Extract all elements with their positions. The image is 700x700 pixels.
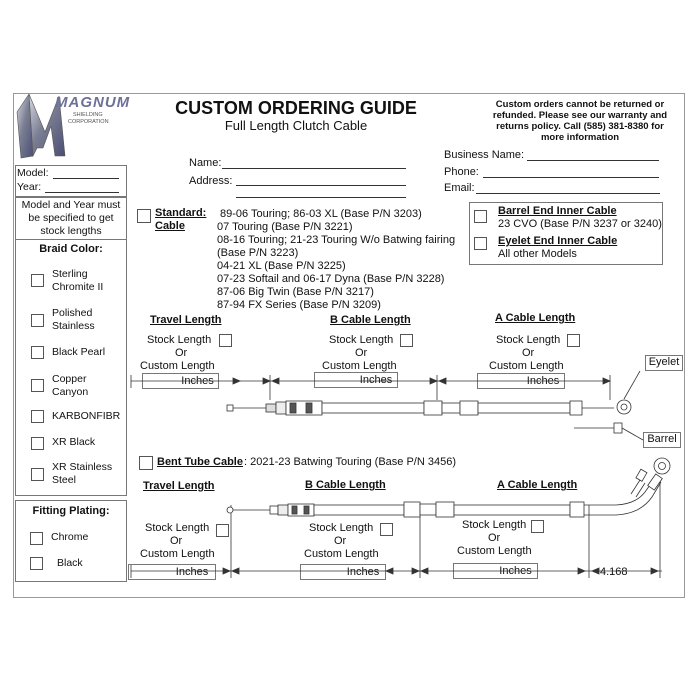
page-subtitle: Full Length Clutch Cable bbox=[224, 118, 368, 133]
bent-tube-models: : 2021-23 Batwing Touring (Base P/N 3456) bbox=[244, 456, 456, 468]
inches-label: Inches bbox=[346, 566, 380, 578]
plating-checkbox[interactable] bbox=[30, 557, 43, 570]
return-policy-notice: Custom orders cannot be returned or refunded. Please see our warranty and returns policy. Call (585) 381-8380 for more information bbox=[492, 99, 668, 143]
a-cable-length-heading: A Cable Length bbox=[495, 312, 576, 324]
email-label: Email: bbox=[444, 182, 475, 194]
stock-length-checkbox[interactable] bbox=[400, 334, 413, 347]
stock-length-checkbox[interactable] bbox=[219, 334, 232, 347]
custom-length-label: Custom Length bbox=[304, 548, 379, 560]
custom-length-label: Custom Length bbox=[322, 360, 397, 372]
standard-label-cable: Cable bbox=[155, 220, 185, 232]
name-field[interactable] bbox=[222, 168, 406, 169]
stock-length-label: Stock Length bbox=[462, 519, 527, 531]
logo-sub1: SHIELDING bbox=[73, 112, 103, 118]
model-year-note: Model and Year must be specified to get stock lengths bbox=[15, 197, 127, 240]
bent-tube-label: Bent Tube Cable bbox=[157, 456, 243, 468]
travel-length-heading: Travel Length bbox=[150, 314, 222, 326]
standard-model-line: 07 Touring (Base P/N 3221) bbox=[217, 221, 353, 233]
logo-sub2: CORPORATION bbox=[68, 119, 109, 125]
standard-model-line: 04-21 XL (Base P/N 3225) bbox=[217, 260, 346, 272]
plating-checkbox[interactable] bbox=[30, 532, 43, 545]
page-title: CUSTOM ORDERING GUIDE bbox=[175, 98, 417, 118]
braid-checkbox[interactable] bbox=[31, 314, 44, 327]
braid-option-label: XR Stainless Steel bbox=[52, 461, 113, 486]
standard-model-line: 87-06 Big Twin (Base P/N 3217) bbox=[217, 286, 374, 298]
business-name-label: Business Name: bbox=[444, 149, 525, 161]
eyelet-end-checkbox[interactable] bbox=[474, 237, 487, 250]
email-field[interactable] bbox=[476, 193, 660, 194]
braid-option-label: Copper Canyon bbox=[52, 373, 89, 398]
braid-checkbox[interactable] bbox=[31, 410, 44, 423]
standard-label: Standard: bbox=[155, 207, 207, 219]
eyelet-end-models: All other Models bbox=[498, 248, 577, 260]
plating-option-label: Black bbox=[57, 557, 83, 569]
standard-cable-checkbox[interactable] bbox=[137, 209, 151, 223]
standard-model-line: 89-06 Touring; 86-03 XL (Base P/N 3203) bbox=[220, 208, 422, 220]
standard-model-line: 87-94 FX Series (Base P/N 3209) bbox=[217, 299, 381, 311]
standard-models-list bbox=[217, 208, 477, 312]
braid-checkbox[interactable] bbox=[31, 346, 44, 359]
eyelet-callout: Eyelet bbox=[645, 355, 683, 371]
address-field-line2[interactable] bbox=[236, 197, 406, 198]
braid-checkbox[interactable] bbox=[31, 379, 44, 392]
custom-length-label: Custom Length bbox=[457, 545, 532, 557]
fitting-plating-title: Fitting Plating: bbox=[32, 505, 110, 517]
standard-model-line: 07-23 Softail and 06-17 Dyna (Base P/N 3228) bbox=[217, 273, 445, 285]
braid-checkbox[interactable] bbox=[31, 274, 44, 287]
address-field[interactable] bbox=[236, 185, 406, 186]
b-cable-inches-field[interactable] bbox=[314, 372, 398, 388]
or-label: Or bbox=[488, 532, 501, 544]
braid-checkbox[interactable] bbox=[31, 468, 44, 481]
inches-label: Inches bbox=[181, 375, 214, 387]
model-label: Model: bbox=[17, 167, 49, 179]
stock-length-checkbox[interactable] bbox=[531, 520, 544, 533]
business-name-field[interactable] bbox=[527, 160, 659, 161]
inches-label: Inches bbox=[526, 375, 560, 387]
standard-model-line: (Base P/N 3223) bbox=[217, 247, 299, 259]
stock-length-label: Stock Length bbox=[496, 334, 561, 346]
standard-model-line: 08-16 Touring; 21-23 Touring W/o Batwing fairing bbox=[217, 234, 456, 246]
bent-a-cable-inches-field[interactable] bbox=[453, 563, 538, 579]
barrel-end-title: Barrel End Inner Cable bbox=[498, 205, 617, 217]
model-year-box bbox=[15, 165, 127, 197]
or-label: Or bbox=[355, 347, 368, 359]
name-label: Name: bbox=[189, 157, 222, 169]
braid-option-label: Black Pearl bbox=[52, 346, 106, 358]
stock-length-checkbox[interactable] bbox=[216, 524, 229, 537]
a-cable-length-heading: A Cable Length bbox=[497, 479, 578, 491]
inches-label: Inches bbox=[175, 566, 209, 578]
barrel-callout: Barrel bbox=[643, 432, 681, 448]
stock-length-label: Stock Length bbox=[145, 522, 210, 534]
stock-length-checkbox[interactable] bbox=[380, 523, 393, 536]
address-label: Address: bbox=[189, 175, 233, 187]
stock-length-label: Stock Length bbox=[309, 522, 374, 534]
bent-tube-checkbox[interactable] bbox=[139, 456, 153, 470]
eyelet-end-title: Eyelet End Inner Cable bbox=[498, 235, 618, 247]
or-label: Or bbox=[170, 535, 183, 547]
stock-length-checkbox[interactable] bbox=[567, 334, 580, 347]
logo-wordmark: MAGNUM bbox=[55, 94, 131, 111]
braid-option-label: Polished Stainless bbox=[52, 307, 95, 332]
b-cable-length-heading: B Cable Length bbox=[305, 479, 386, 491]
braid-color-title: Braid Color: bbox=[39, 243, 103, 255]
plating-option-label: Chrome bbox=[51, 531, 89, 543]
travel-inches-field[interactable] bbox=[142, 373, 219, 389]
stock-length-label: Stock Length bbox=[329, 334, 394, 346]
bent-travel-inches-field[interactable] bbox=[128, 564, 216, 580]
stock-length-label: Stock Length bbox=[147, 334, 212, 346]
barrel-end-models: 23 CVO (Base P/N 3237 or 3240) bbox=[498, 218, 662, 230]
b-cable-length-heading: B Cable Length bbox=[330, 314, 411, 326]
cable-standard bbox=[227, 371, 643, 440]
braid-checkbox[interactable] bbox=[31, 437, 44, 450]
bent-dimension-label: 4.168 bbox=[600, 566, 628, 578]
year-field[interactable] bbox=[45, 192, 119, 193]
a-cable-inches-field[interactable] bbox=[477, 373, 565, 389]
model-field[interactable] bbox=[53, 178, 119, 179]
or-label: Or bbox=[175, 347, 188, 359]
braid-option-label: XR Black bbox=[52, 436, 96, 448]
braid-option-label: Sterling Chromite II bbox=[52, 268, 104, 293]
phone-label: Phone: bbox=[444, 166, 479, 178]
custom-length-label: Custom Length bbox=[140, 548, 215, 560]
braid-option-label: KARBONFIBR bbox=[52, 410, 121, 422]
year-label: Year: bbox=[17, 181, 42, 193]
barrel-end-checkbox[interactable] bbox=[474, 210, 487, 223]
phone-field[interactable] bbox=[483, 177, 659, 178]
or-label: Or bbox=[522, 347, 535, 359]
or-label: Or bbox=[334, 535, 347, 547]
logo bbox=[15, 92, 131, 162]
inches-label: Inches bbox=[359, 374, 393, 386]
inches-label: Inches bbox=[499, 565, 532, 577]
custom-length-label: Custom Length bbox=[489, 360, 564, 372]
travel-length-heading: Travel Length bbox=[143, 480, 215, 492]
custom-length-label: Custom Length bbox=[140, 360, 215, 372]
bent-b-cable-inches-field[interactable] bbox=[300, 564, 386, 580]
